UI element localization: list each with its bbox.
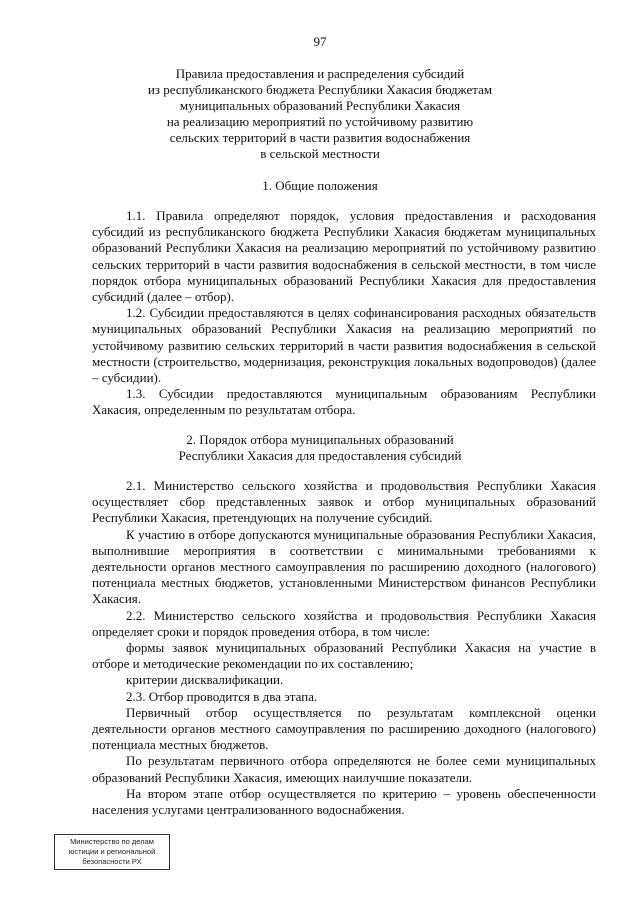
stamp-line: юстиции и региональной — [68, 847, 156, 856]
paragraph-2-3-results: По результатам первичного отбора определяются не более семи муниципальных образований Республики Хакасия, имеющих наилучшие показатели. — [92, 753, 596, 785]
section-2-body — [92, 478, 596, 818]
title-line: на реализацию мероприятий по устойчивому развитию — [166, 114, 474, 129]
paragraph-2-2-criteria: критерии дисквалификации. — [126, 672, 284, 688]
section-1-heading: 1. Общие положения — [262, 178, 378, 193]
stamp-line: Министерство по делам — [70, 837, 154, 846]
title-line: из республиканского бюджета Республики Хакасия бюджетам — [147, 82, 493, 97]
title-line: муниципальных образований Республики Хакасия — [179, 98, 461, 113]
paragraph-2-2: 2.2. Министерство сельского хозяйства и продовольствия Республики Хакасия определяет сроки и порядок проведения отбора, в том числе: — [92, 607, 596, 639]
paragraph-1-2: 1.2. Субсидии предоставляются в целях софинансирования расходных обязательств муниципальных образований Республики Хакасия на реализацию мероприятий по устойчивому развитию сельских территорий в части развития водоснабжения в сельской местности (строительство, модернизация, реконструкция локальных водопроводов) (далее – субсидии). — [92, 305, 596, 386]
section-2-heading — [0, 432, 640, 464]
paragraph-2-3: 2.3. Отбор проводится в два этапа. — [126, 688, 318, 704]
page-number: 97 — [313, 34, 327, 49]
ministry-stamp — [54, 834, 170, 870]
paragraph-2-3-primary: Первичный отбор осуществляется по результатам комплексной оценки деятельности органов местного самоуправления по расширению доходного (налогового) потенциала местных бюджетов. — [92, 704, 596, 753]
section-2-heading-line: 2. Порядок отбора муниципальных образований — [186, 432, 454, 447]
title-line: сельских территорий в части развития водоснабжения — [169, 130, 471, 145]
section-1-body — [92, 208, 596, 419]
section-2-heading-line: Республики Хакасия для предоставления субсидий — [178, 448, 462, 463]
document-title — [110, 66, 530, 162]
paragraph-1-3: 1.3. Субсидии предоставляются муниципальным образованиям Республики Хакасия, определенным по результатам отбора. — [92, 386, 596, 418]
paragraph-2-3-second-stage: На втором этапе отбор осуществляется по критерию – уровень обеспеченности населения услугами централизованного водоснабжения. — [92, 785, 596, 818]
paragraph-1-1: 1.1. Правила определяют порядок, условия предоставления и расходования субсидий из республиканского бюджета Республики Хакасия бюджетам муниципальных образований Республики Хакасия на реализацию мероприятий по устойчивому развитию сельских территорий в части развития водоснабжения в сельской местности, в том числе порядок отбора муниципальных образований Республики Хакасия для предоставления субсидий (далее – отбор). — [92, 208, 596, 305]
stamp-line: безопасности РХ — [82, 857, 142, 866]
paragraph-2-1: 2.1. Министерство сельского хозяйства и продовольствия Республики Хакасия осуществляет сбор представленных заявок и отбор муниципальных образований Республики Хакасия, претендующих на получение субсидий. — [92, 478, 596, 526]
paragraph-2-2-forms: формы заявок муниципальных образований Республики Хакасия на участие в отборе и методические рекомендации по их составлению; — [92, 640, 596, 672]
title-line: Правила предоставления и распределения субсидий — [175, 66, 465, 81]
title-line: в сельской местности — [260, 146, 380, 161]
paragraph-2-1-admission: К участию в отборе допускаются муниципальные образования Республики Хакасия, выполнившие мероприятия в соответствии с минимальными требованиями к деятельности органов местного самоуправления по расширению доходного (налогового) потенциала местных бюджетов, установленными Министерством финансов Республики Хакасия. — [92, 526, 596, 607]
